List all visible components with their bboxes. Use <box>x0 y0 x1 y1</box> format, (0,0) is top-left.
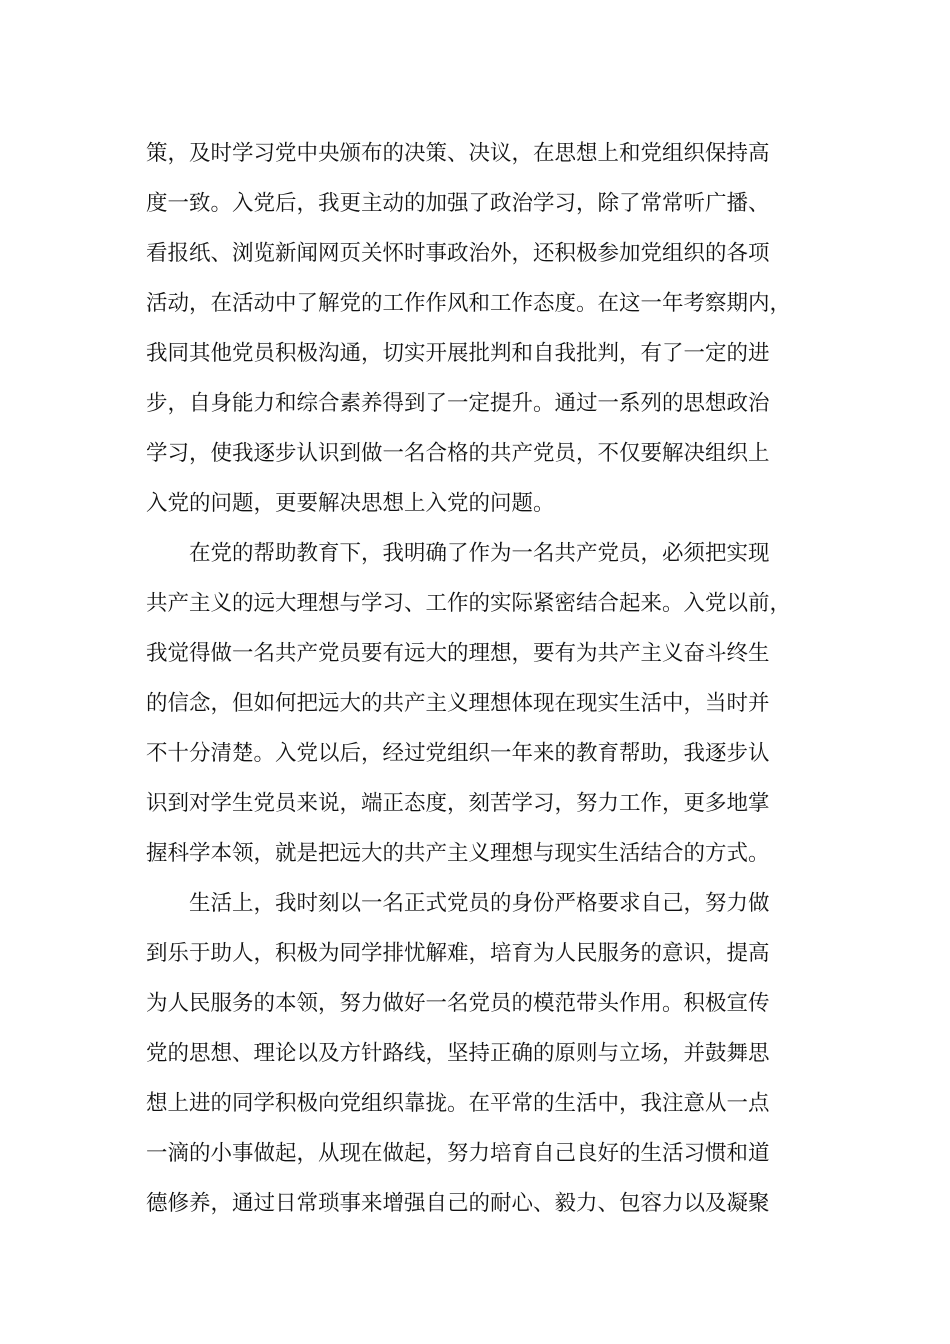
text-line: 入党的问题，更要解决思想上入党的问题。 <box>146 491 555 516</box>
text-line: 不十分清楚。入党以后，经过党组织一年来的教育帮助，我逐步认 <box>146 741 770 766</box>
text-line: 党的思想、理论以及方针路线，坚持正确的原则与立场，并鼓舞思 <box>146 1041 770 1066</box>
text-line: 策，及时学习党中央颁布的决策、决议，在思想上和党组织保持高 <box>146 141 770 166</box>
text-line: 识到对学生党员来说，端正态度，刻苦学习，努力工作，更多地掌 <box>146 791 770 816</box>
text-line: 在党的帮助教育下，我明确了作为一名共产党员，必须把实现 <box>189 541 770 566</box>
text-line: 想上进的同学积极向党组织靠拢。在平常的生活中，我注意从一点 <box>146 1091 770 1116</box>
body-text <box>146 129 822 1229</box>
text-line: 一滴的小事做起，从现在做起，努力培育自己良好的生活习惯和道 <box>146 1141 770 1166</box>
text-line: 生活上，我时刻以一名正式党员的身份严格要求自己，努力做 <box>189 891 770 916</box>
text-line: 握科学本领，就是把远大的共产主义理想与现实生活结合的方式。 <box>146 841 770 866</box>
text-line: 的信念，但如何把远大的共产主义理想体现在现实生活中，当时并 <box>146 691 770 716</box>
text-line: 为人民服务的本领，努力做好一名党员的模范带头作用。积极宣传 <box>146 991 770 1016</box>
text-line: 共产主义的远大理想与学习、工作的实际紧密结合起来。入党以前， <box>146 591 792 616</box>
text-line: 步，自身能力和综合素养得到了一定提升。通过一系列的思想政治 <box>146 391 770 416</box>
text-line: 我同其他党员积极沟通，切实开展批判和自我批判，有了一定的进 <box>146 341 770 366</box>
text-line: 学习，使我逐步认识到做一名合格的共产党员，不仅要解决组织上 <box>146 441 770 466</box>
text-line: 度一致。入党后，我更主动的加强了政治学习，除了常常听广播、 <box>146 191 770 216</box>
text-line: 活动，在活动中了解党的工作作风和工作态度。在这一年考察期内， <box>146 291 792 316</box>
text-line: 看报纸、浏览新闻网页关怀时事政治外，还积极参加党组织的各项 <box>146 241 770 266</box>
text-line: 我觉得做一名共产党员要有远大的理想，要有为共产主义奋斗终生 <box>146 641 770 666</box>
text-line: 德修养，通过日常琐事来增强自己的耐心、毅力、包容力以及凝聚 <box>146 1191 770 1216</box>
text-line: 到乐于助人，积极为同学排忧解难，培育为人民服务的意识，提高 <box>146 941 770 966</box>
